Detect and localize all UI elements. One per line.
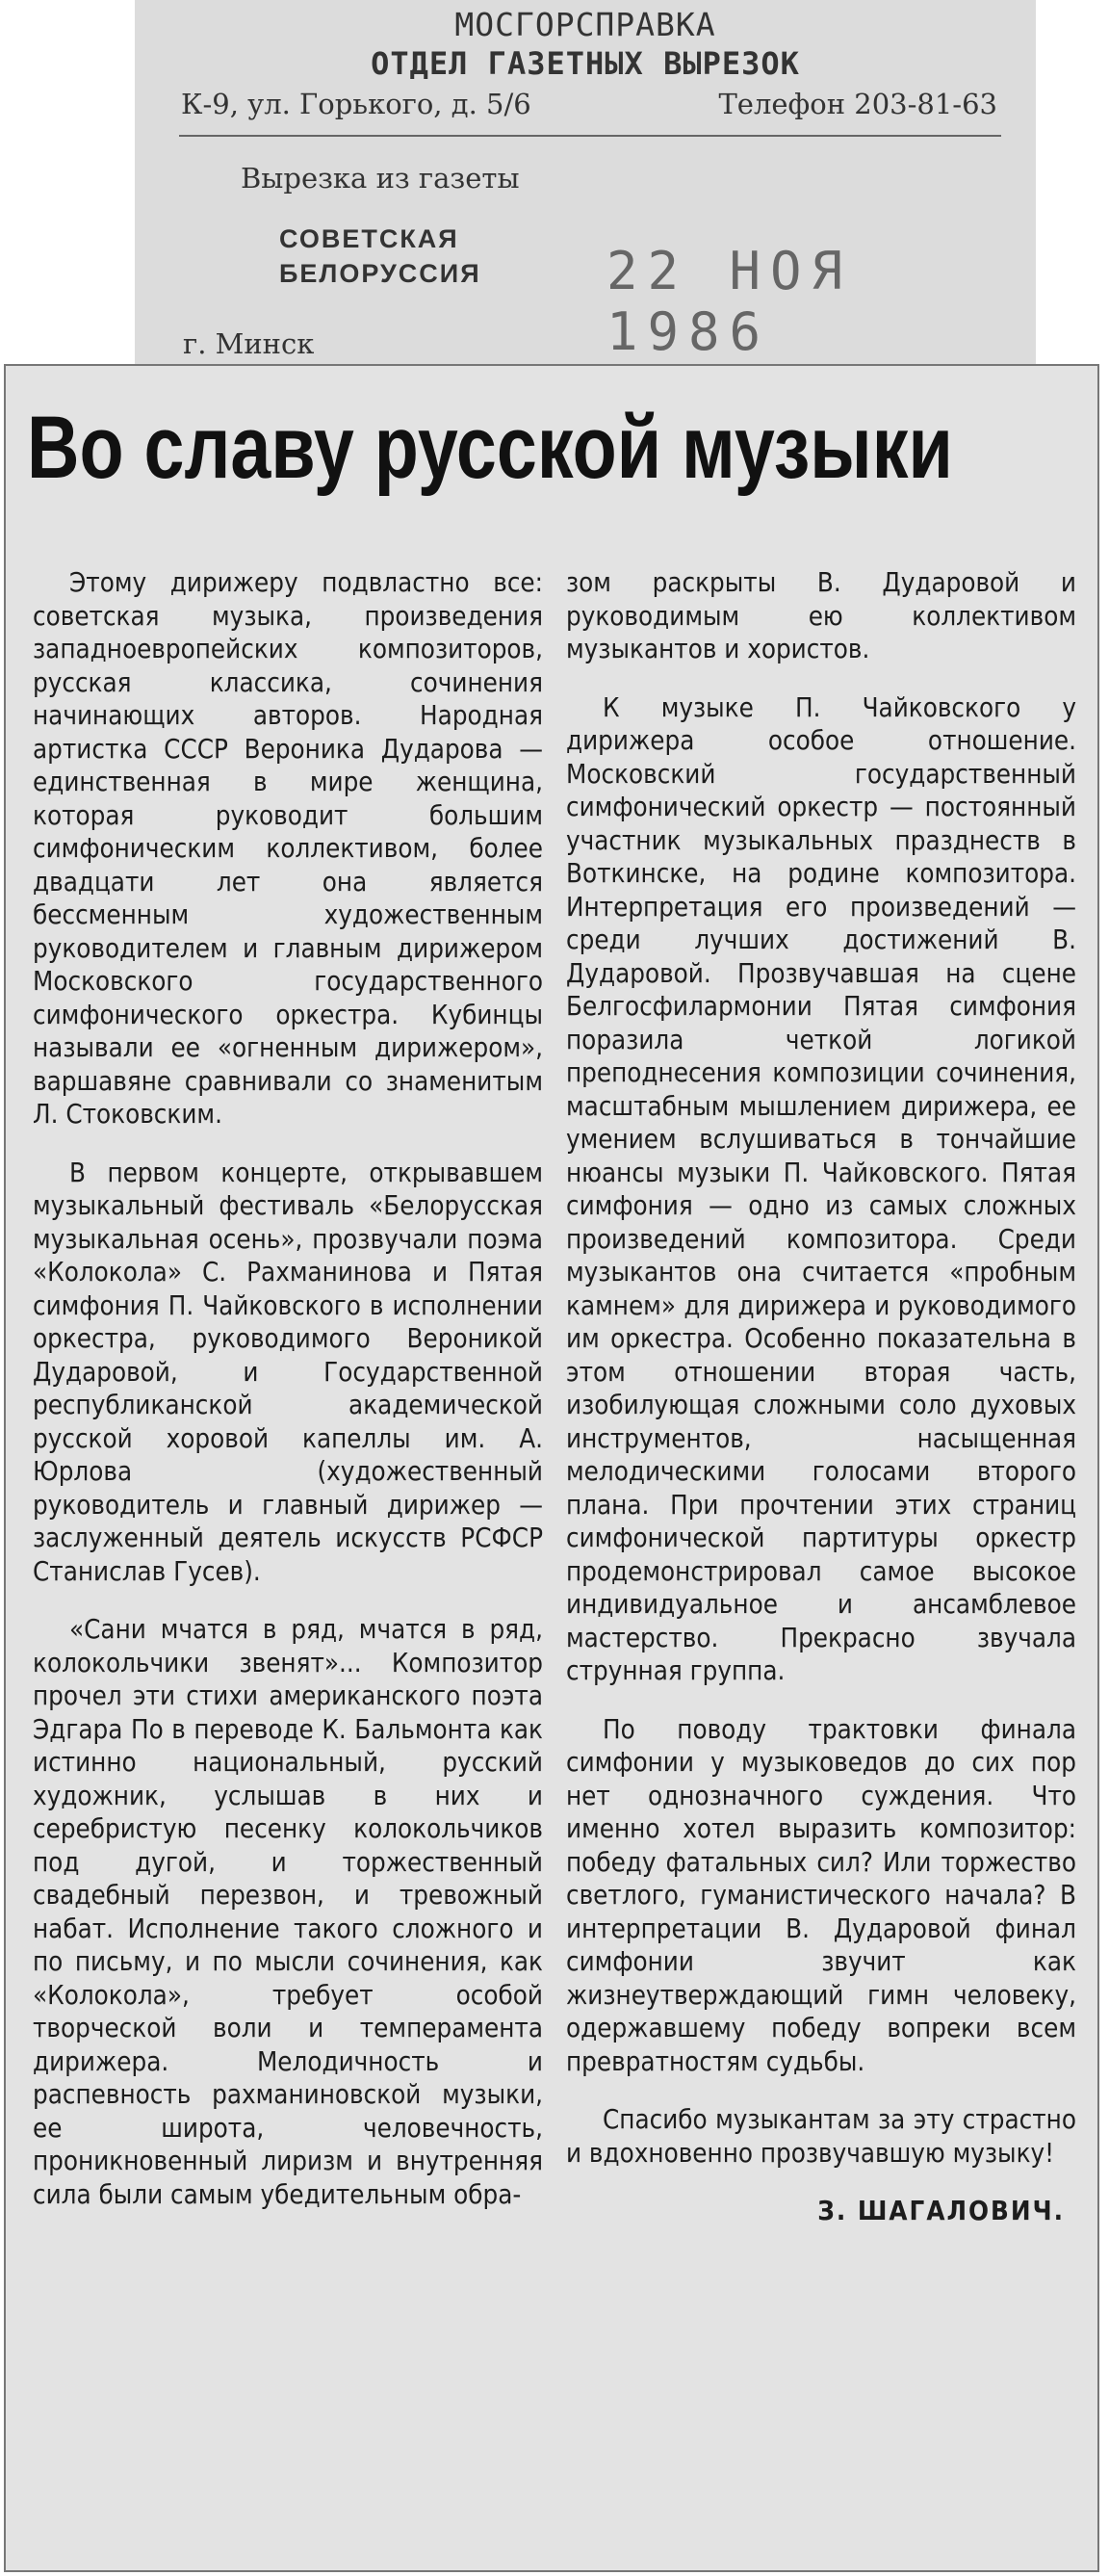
article-paragraph: «Сани мчатся в ряд, мчатся в ряд, колокольчики звенят»... Композитор прочел эти стихи американского поэта Эдгара По в переводе К. Бальмонта как истинно национальный, русский художник, услышав в них и серебристую песенку колокольчиков под дугой, и торжественный свадебный перезвон, и тревожный набат. Исполнение такого сложного и по письму, и по мысли сочинения, как «Колокола», требует особой творческой воли и темперамента дирижера. Мелодичность и распевность рахманиновской музыки, ее широта, человечность, проникновенный лиризм и внутренняя сила были самым убедительным обра- [33, 1614, 543, 2210]
article-paragraph: Этому дирижеру подвластно все: советская музыка, произведения западноевропейских композиторов, русская классика, сочинения начинающих авторов. Народная артистка СССР Вероника Дударова — единственная в мире женщина, которая руководит большим симфоническим коллективом, более двадцати лет она является бессменным художественным руководителем и главным дирижером Московского государственного симфонического оркестра. Кубинцы называли ее «огненным дирижером», варшавяне сравнивали со знаменитым Л. Стоковским. [33, 567, 543, 1130]
newspaper-name-line2: БЕЛОРУССИЯ [279, 259, 481, 288]
article-paragraph: В первом концерте, открывавшем музыкальный фестиваль «Белорусская музыкальная осень», прозвучали поэма «Колокола» С. Рахманинова и Пятая симфония П. Чайковского в исполнении оркестра, руководимого Вероникой Дударовой, и Государственной республиканской академической русской хоровой капеллы им. А. Юрлова (художественный руководитель и главный дирижер — заслуженный деятель искусств РСФСР Станислав Гусев). [33, 1157, 543, 1587]
date-stamp: 22 НОЯ 1986 [606, 241, 853, 362]
newspaper-name [279, 221, 481, 291]
address: К-9, ул. Горького, д. 5/6 [181, 88, 531, 120]
address-underline [179, 135, 1001, 137]
city: г. Минск [183, 327, 315, 360]
author-signature: З. ШАГАЛОВИЧ. [817, 2196, 1065, 2226]
phone: Телефон 203-81-63 [718, 88, 997, 120]
article-paragraph-continued: зом раскрыты В. Дударовой и руководимым ею коллективом музыкантов и хористов. [566, 567, 1076, 664]
article-paragraph: Спасибо музыкантам за эту страстно и вдохновенно прозвучавшую музыку! [566, 2104, 1076, 2169]
clipping-service-label [135, 0, 1036, 380]
newspaper-name-line1: СОВЕТСКАЯ [279, 224, 459, 253]
department-name: ОТДЕЛ ГАЗЕТНЫХ ВЫРЕЗОК [371, 45, 800, 82]
article-headline: Во славу русской музыки [27, 399, 953, 497]
article-column-left [33, 566, 543, 2236]
article-paragraph: По поводу трактовки финала симфонии у музыковедов до сих пор нет однозначного суждения. Что именно хотел выразить композитор: победу фатальных сил? Или торжество светлого, гуманистического начала? В интерпретации В. Дударовой финал симфонии звучит как жизнеутверждающий гимн человеку, одержавшему победу вопреки всем превратностям судьбы. [566, 1713, 1076, 2077]
clipping-from-label: Вырезка из газеты [241, 162, 520, 195]
newspaper-article [4, 364, 1099, 2572]
label-header [135, 0, 1036, 82]
agency-name: МОСГОРСПРАВКА [454, 6, 716, 43]
article-paragraph: К музыке П. Чайковского у дирижера особое отношение. Московский государственный симфонический оркестр — постоянный участник музыкальных празднеств в Воткинске, на родине композитора. Интерпретация его произведений — среди лучших достижений В. Дударовой. Прозвучавшая на сцене Белгосфилармонии Пятая симфония поразила четкой логикой преподнесения композиции сочинения, масштабным мышлением дирижера, ее умением вслушиваться в тончайшие нюансы музыки П. Чайковского. Пятая симфония — одно из самых сложных произведений композитора. Среди музыкантов она считается «пробным камнем» для дирижера и руководимого им оркестра. Особенно показательна в этом отношении вторая часть, изобилующая сложными соло духовых инструментов, насыщенная мелодическими голосами второго плана. При прочтении этих страниц симфонической партитуры оркестр продемонстрировал самое высокое индивидуальное и ансамблевое мастерство. Прекрасно звучала струнная группа. [566, 691, 1076, 1686]
address-row [181, 88, 997, 120]
article-column-right [566, 566, 1076, 2228]
